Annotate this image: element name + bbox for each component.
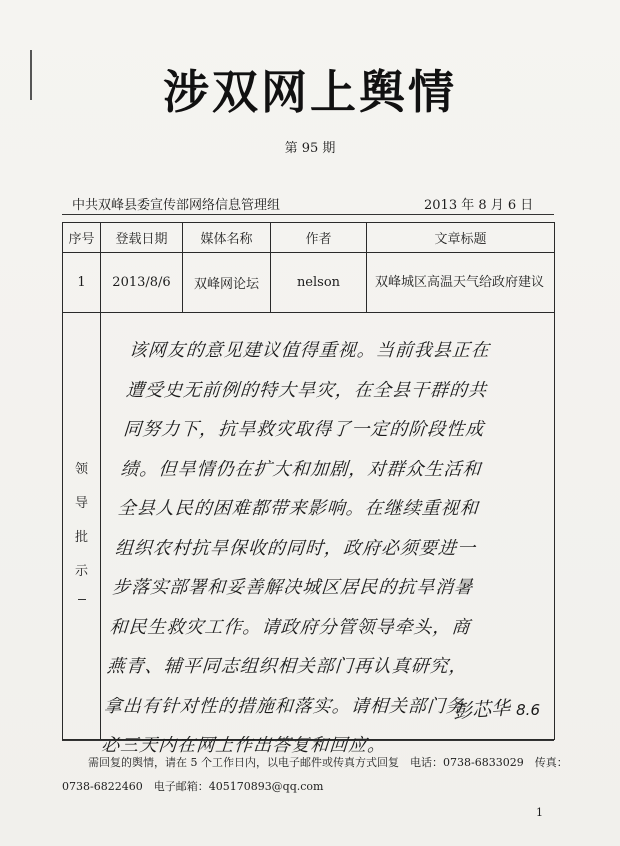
label-dash (78, 599, 86, 600)
cell-media: 双峰网论坛 (183, 253, 271, 313)
reply-note: 需回复的舆情，请在 5 个工作日内，以电子邮件或传真方式回复 电话：0738-6833029 传真： (88, 756, 568, 769)
opinion-table (62, 222, 555, 756)
masthead-title: 涉双网上舆情 (163, 65, 457, 119)
instruction-row (63, 313, 555, 740)
leader-instruction-label: 领 导 批 示 (64, 453, 100, 600)
contact-info: 0738-6822460 电子邮箱：405170893@qq.com (62, 780, 324, 793)
cell-date: 2013/8/6 (101, 253, 183, 313)
cell-title: 双峰城区高温天气给政府建议 (367, 253, 555, 313)
header-no: 序号 (63, 223, 101, 253)
handwritten-instruction: 该网友的意见建议值得重视。当前我县正在遭受史无前例的特大旱灾，在全县干群的共同努力下，抗旱救灾取得了一定的阶段性成绩。但旱情仍在扩大和加剧，对群众生活和全县人民的困难都带来影响。在继续重视和组织农村抗旱保收的同时，政府必须要进一步落实部署和妥善解决城区居民的抗旱消暑和民生救灾工作。请政府分管领导牵头，商燕青、辅平同志组织相关部门再认真研究，拿出有针对性的措施和落实。请相关部门务必三天内在网上作出答复和回应。 (100, 340, 491, 756)
footer-divider (62, 740, 554, 741)
table-row (63, 253, 555, 313)
header-media: 媒体名称 (183, 223, 271, 253)
table-header-row (63, 223, 555, 253)
header-date: 登载日期 (101, 223, 183, 253)
instruction-cell (100, 313, 555, 756)
signature-date: 8.6 (516, 701, 540, 719)
cell-no: 1 (63, 253, 101, 313)
page-number: 1 (536, 806, 543, 819)
handwritten-signature: 彭芯华 (452, 697, 511, 723)
cell-author: nelson (271, 253, 367, 313)
leader-label-cell (63, 313, 101, 740)
issuing-office: 中共双峰县委宣传部网络信息管理组 (72, 198, 281, 213)
issue-date: 2013 年 8 月 6 日 (424, 198, 534, 213)
header-title: 文章标题 (367, 223, 555, 253)
header-divider (62, 214, 554, 215)
issue-number: 第 95 期 (284, 141, 336, 156)
header-author: 作者 (271, 223, 367, 253)
